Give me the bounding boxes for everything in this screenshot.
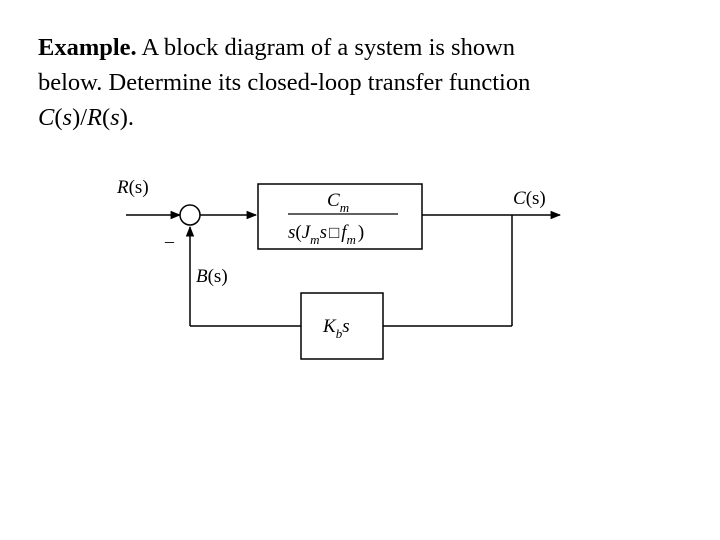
feedback-label — [196, 266, 228, 287]
den-s: s — [288, 222, 296, 243]
problem-line-2: below. Determine its closed-loop transfer function — [38, 69, 531, 96]
feedback-label-var: B — [196, 266, 208, 287]
output-label-var: C — [513, 188, 526, 209]
feedback-k-sub: b — [335, 326, 343, 341]
input-label — [116, 177, 149, 198]
tf-open-2: ( — [102, 104, 111, 131]
den-j: J — [301, 222, 311, 243]
problem-text-line-1: A block diagram of a system is shown — [136, 34, 516, 61]
den-j-sub: m — [310, 232, 320, 247]
tf-r: R — [87, 104, 102, 131]
den-s2: s — [319, 222, 327, 243]
forward-num-sub: m — [339, 200, 350, 215]
output-label-arg: (s) — [525, 188, 546, 209]
summing-minus-sign: – — [165, 231, 174, 251]
den-open: ( — [295, 222, 302, 243]
feedback-k: K — [323, 316, 336, 337]
tf-s-1: s — [62, 104, 73, 131]
den-box: □ — [328, 223, 340, 242]
tf-s-2: s — [110, 104, 120, 131]
output-label — [513, 188, 546, 209]
forward-num-var: C — [327, 190, 340, 211]
feedback-s: s — [342, 316, 350, 337]
forward-block — [258, 184, 422, 249]
tf-open-1: ( — [54, 104, 63, 131]
feedback-label-arg: (s) — [207, 266, 228, 287]
tf-end: ). — [119, 104, 135, 131]
summing-junction — [180, 205, 200, 225]
den-f: f — [341, 222, 347, 243]
den-f-sub: m — [346, 232, 356, 247]
input-label-var: R — [117, 177, 129, 198]
tf-c: C — [38, 104, 55, 131]
den-close: ) — [357, 222, 365, 243]
tf-mid: )/ — [72, 104, 88, 131]
example-heading: Example. — [38, 34, 137, 61]
input-label-arg: (s) — [128, 177, 149, 198]
